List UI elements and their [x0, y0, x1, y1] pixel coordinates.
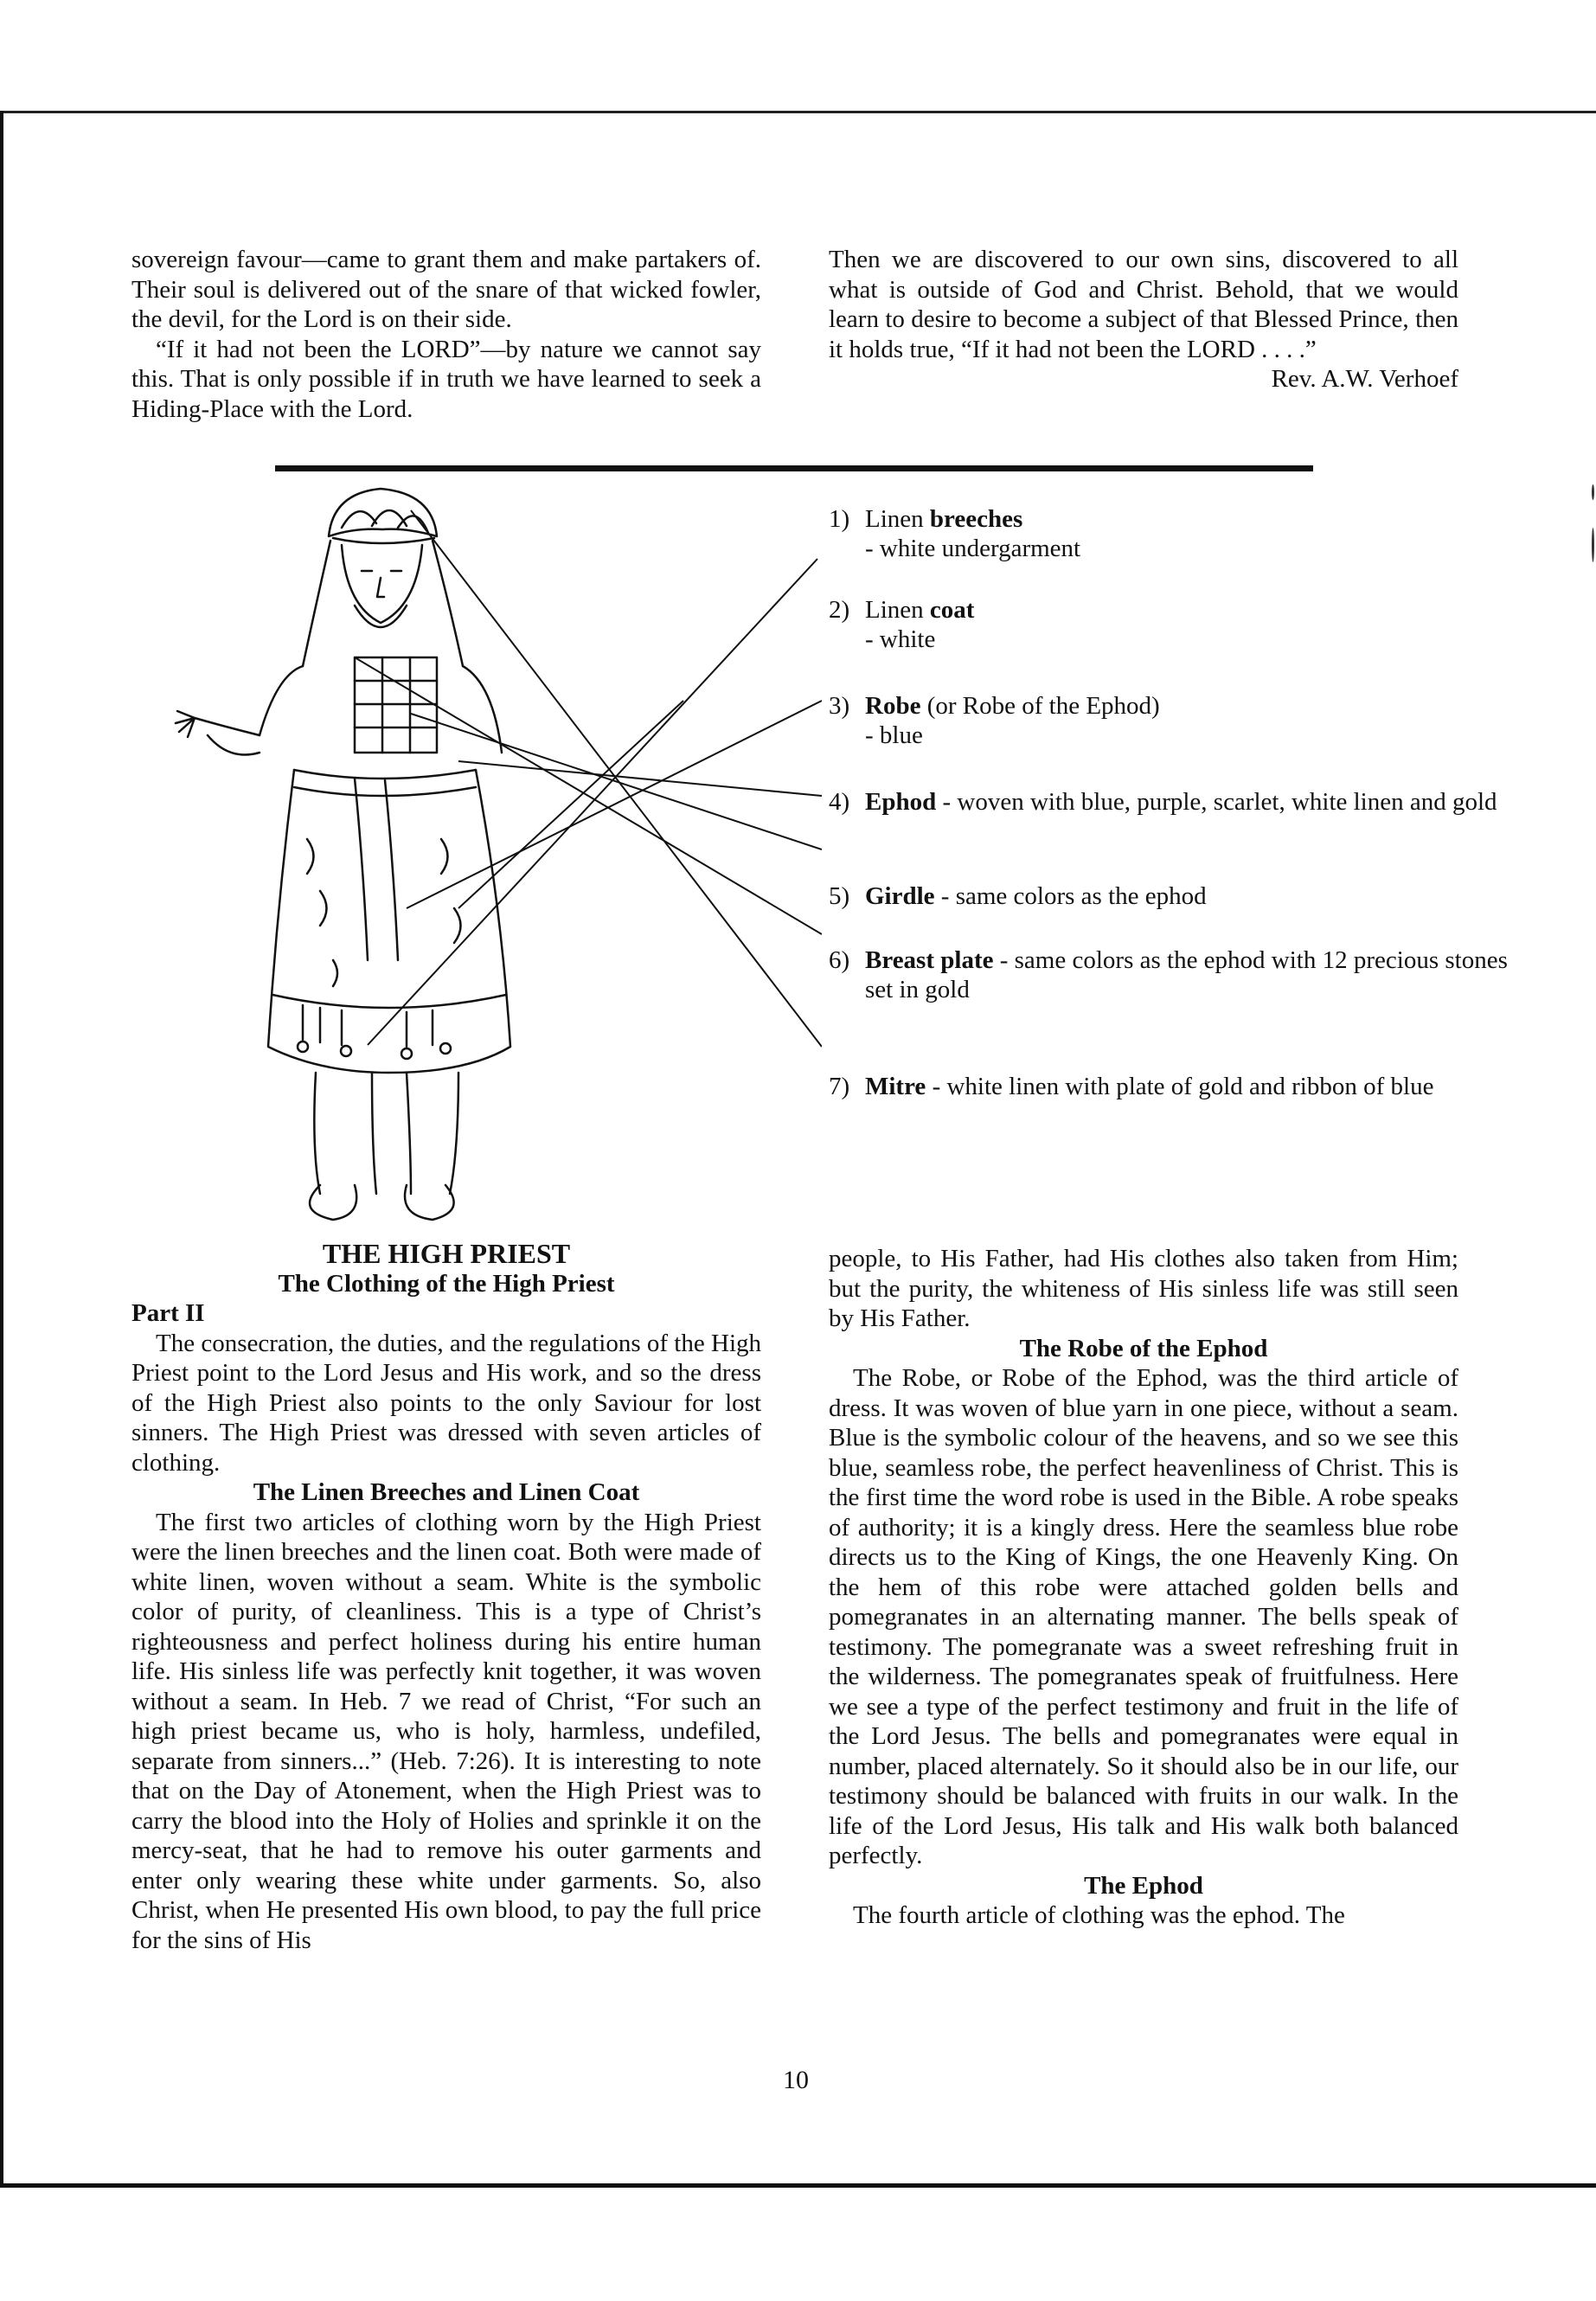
- legend-item-robe: 3) Robe (or Robe of the Ephod) - blue: [829, 692, 1160, 749]
- section-divider: [275, 465, 1313, 471]
- heading-robe: The Robe of the Ephod: [1019, 1334, 1268, 1362]
- scan-bottom-edge: [0, 2183, 1596, 2188]
- robe-paragraph: The Robe, or Robe of the Ephod, was the third article of dress. It was woven of blue yarn in one piece, without a seam. Blue is the symbolic colour of the heavens, and so we see this blue, seamless robe, the perfect heavenliness of Christ. This is the first time the word robe is used in the Bible. A robe speaks of authority; it is a kingly dress. Here the seamless blue robe directs us to the King of Kings, the one Heavenly King. On the hem of this robe were attached golden bells and pomegranates in an alternating manner. The bells speak of testimony. The pomegranate was a sweet refreshing fruit in the wilderness. The pomegranates speak of fruitfulness. Here we see a type of the perfect testimony and fruit in the life of the Lord Jesus. The bells and pomegranates were equal in number, placed alternately. So it should also be in our life, our testimony should be balanced with fruits in our walk. In the life of the Lord Jesus, His talk and His walk both balanced perfectly.: [829, 1364, 1458, 1869]
- linen-paragraph: The first two articles of clothing worn by the High Priest were the linen breeches and the linen coat. Both were made of white linen, woven without a seam. White is the symbolic color of purity, of cleanliness. This is a type of Christ’s righteousness and perfect holiness during his entire human life. His sinless life was perfectly knit together, it was woven without a seam. In Heb. 7 we read of Christ, “For such an high priest became us, who is holy, harmless, undefiled, separate from sinners...” (Heb. 7:26). It is interesting to note that on the Day of Atonement, when the High Priest was to carry the blood into the Holy of Holies and sprinkle it on the mercy-seat, that he had to remove his outer garments and enter only wearing these white under garments. So, also Christ, when He presented His own blood, to pay the full price for the sins of His: [131, 1508, 761, 1954]
- legend-item-ephod: 4) Ephod - woven with blue, purple, scarlet, white linen and gold: [829, 788, 1497, 816]
- scan-speck: [1592, 528, 1594, 562]
- article-right-column: [829, 1244, 1458, 1931]
- top-left-column: [131, 245, 761, 424]
- ephod-paragraph: The fourth article of clothing was the ephod. The: [853, 1901, 1345, 1929]
- top-right-column: [829, 245, 1458, 394]
- heading-linen: The Linen Breeches and Linen Coat: [253, 1478, 640, 1506]
- scan-left-edge: [0, 111, 3, 2187]
- scan-top-edge: [0, 111, 1596, 113]
- scan-speck: [1592, 484, 1594, 500]
- top-left-paragraph-2: “If it had not been the LORD”—by nature we cannot say this. That is only possible if in truth we have learned to seek a Hiding-Place with the Lord.: [131, 335, 761, 423]
- article-part: Part II: [131, 1299, 205, 1327]
- heading-ephod: The Ephod: [1084, 1871, 1203, 1900]
- legend-item-breastplate: 6) Breast plate - same colors as the ephod with 12 precious stones set in gold: [829, 946, 1508, 1003]
- legend-item-coat: 2) Linen coat - white: [829, 596, 975, 653]
- top-left-paragraph-1: sovereign favour—came to grant them and make partakers of. Their soul is delivered out of the snare of that wicked fowler, the devil, for the Lord is on their side.: [131, 246, 761, 333]
- legend-item-girdle: 5) Girdle - same colors as the ephod: [829, 882, 1207, 910]
- top-right-paragraph-1: Then we are discovered to our own sins, discovered to all what is outside of God and Christ. Behold, that we would learn to desire to become a subject of that Blessed Prince, then it holds true, “If it had not been the LORD . . . .”: [829, 246, 1458, 363]
- legend-item-breeches: 1) Linen breeches - white undergarment: [829, 505, 1081, 562]
- continuation-paragraph: people, to His Father, had His clothes also taken from Him; but the purity, the whiteness of His sinless life was still seen by His Father.: [829, 1245, 1458, 1332]
- page-number: 10: [783, 2066, 809, 2094]
- article-subtitle: The Clothing of the High Priest: [278, 1269, 615, 1298]
- author-signature: Rev. A.W. Verhoef: [1271, 365, 1458, 393]
- article-left-column: [131, 1239, 761, 1955]
- article-intro: The consecration, the duties, and the regulations of the High Priest point to the Lord Jesus and His work, and so the dress of the High Priest also points to the only Saviour for lost sinners. The High Priest was dressed with seven articles of clothing.: [131, 1329, 761, 1477]
- high-priest-illustration: [147, 476, 822, 1237]
- legend-item-mitre: 7) Mitre - white linen with plate of gold and ribbon of blue: [829, 1073, 1434, 1100]
- priest-drawing: [147, 476, 822, 1237]
- article-title: THE HIGH PRIEST: [322, 1238, 571, 1269]
